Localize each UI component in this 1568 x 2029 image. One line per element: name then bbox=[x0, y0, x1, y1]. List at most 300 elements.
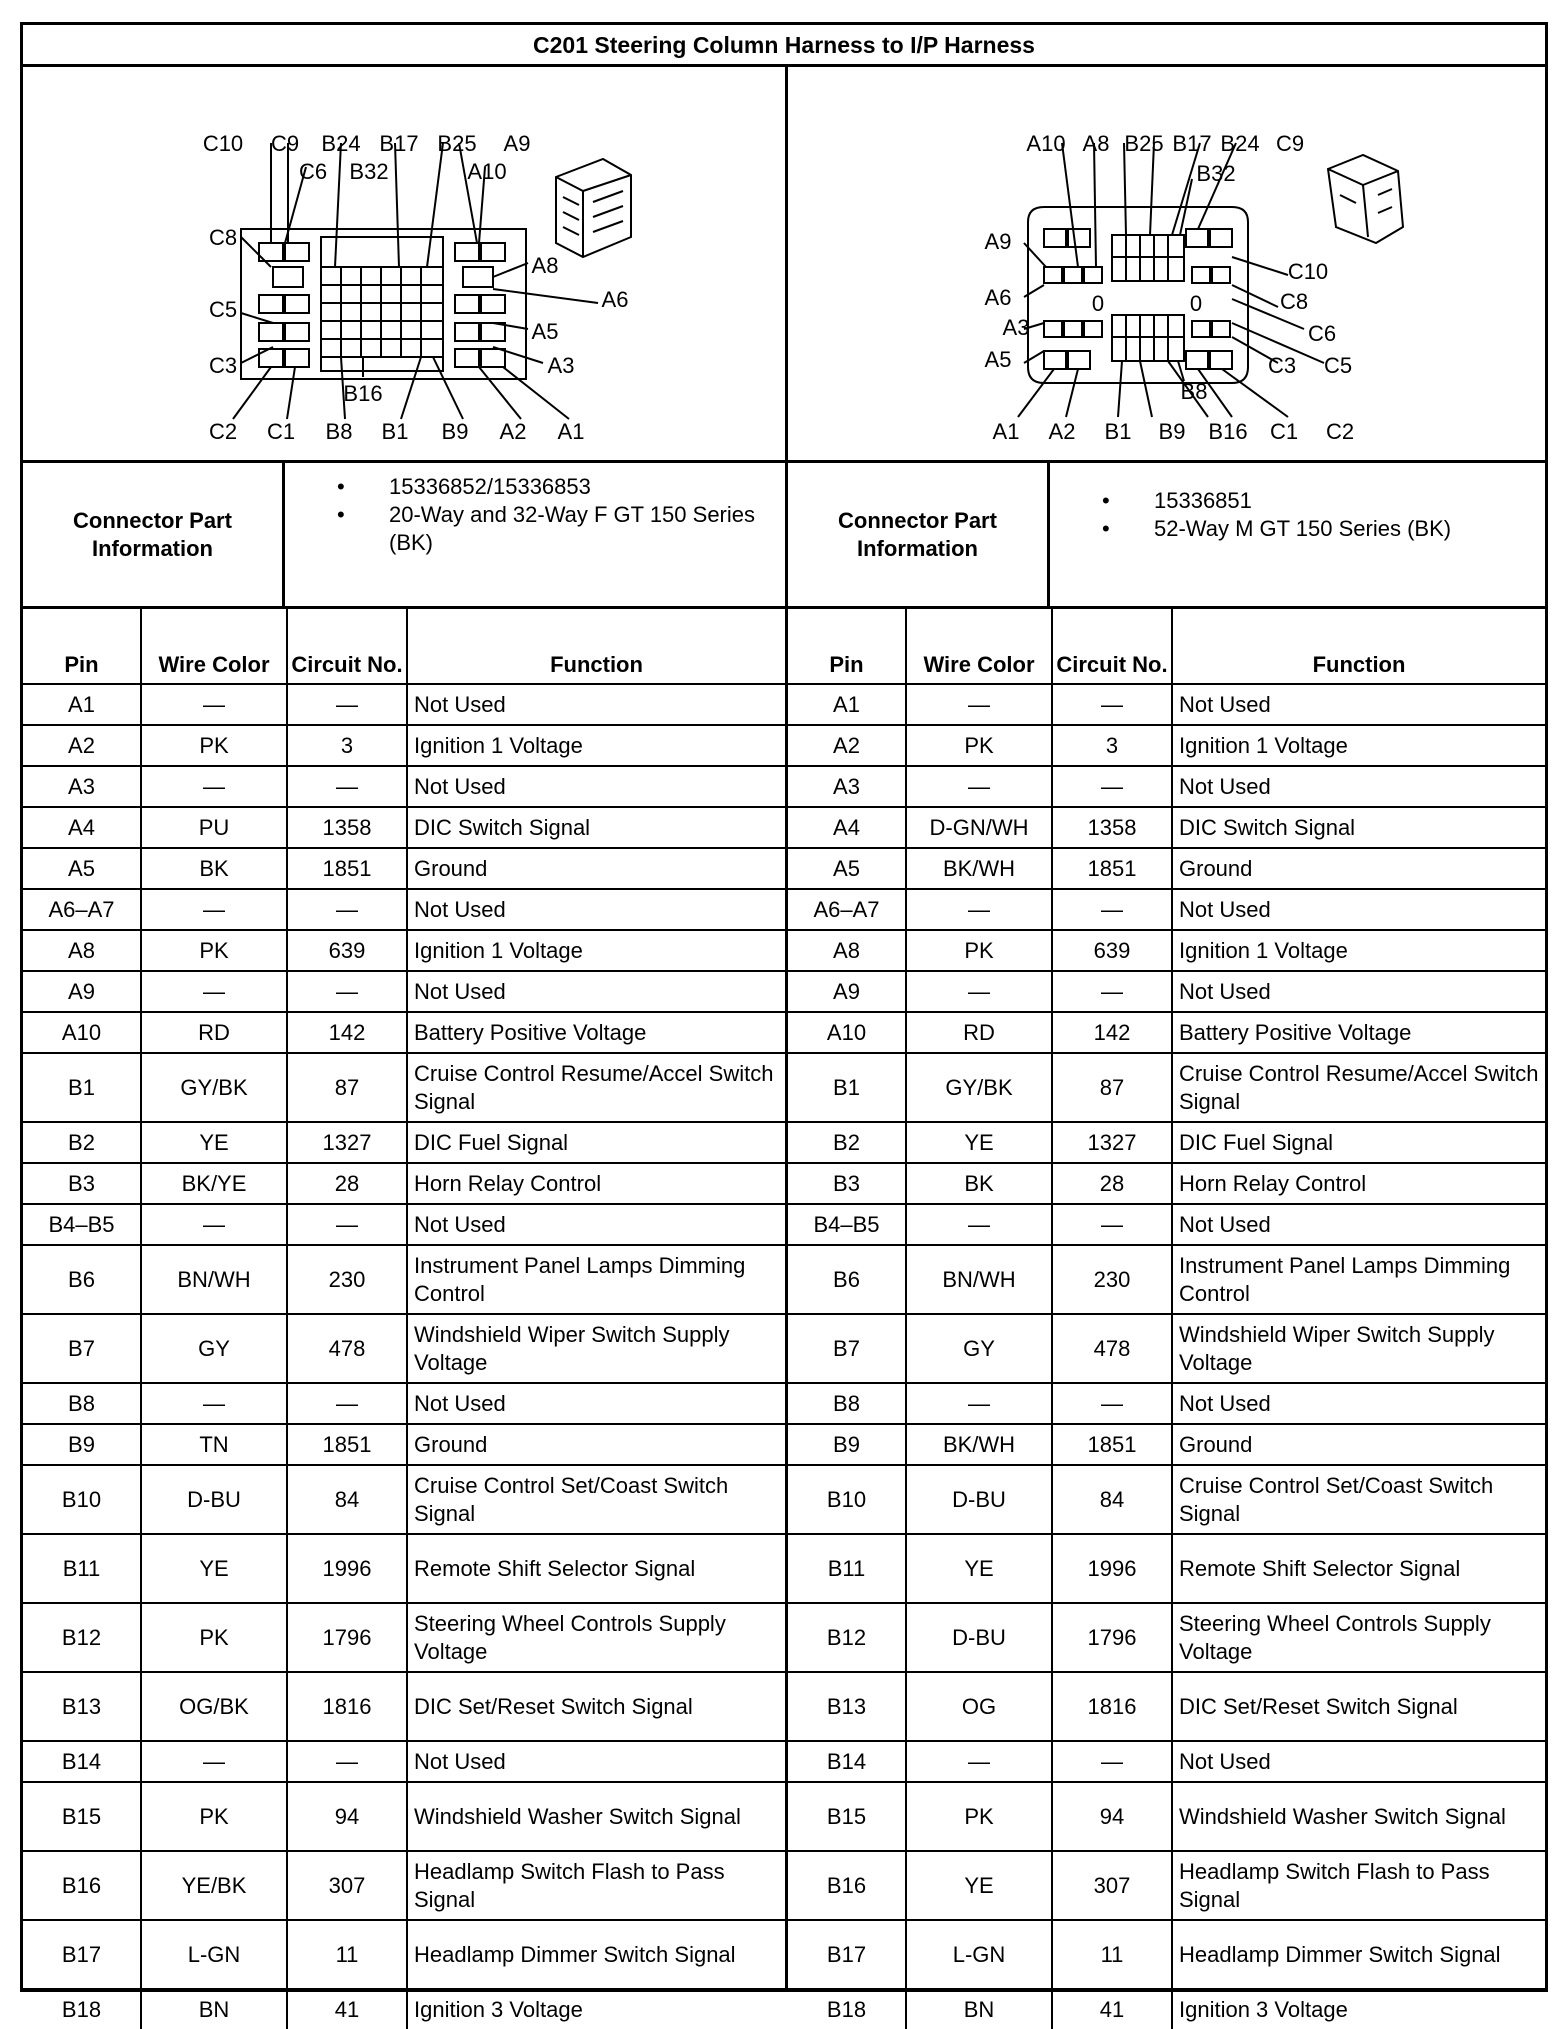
right-diagram-left-label: A9 bbox=[984, 229, 1012, 254]
function-cell: Headlamp Dimmer Switch Signal bbox=[407, 1920, 785, 1989]
circuit-cell: — bbox=[287, 1383, 407, 1424]
circuit-cell: 11 bbox=[287, 1920, 407, 1989]
left-diagram-right-label: A6 bbox=[601, 287, 629, 312]
table-row bbox=[788, 725, 1545, 766]
wire-color-cell: — bbox=[141, 1741, 287, 1782]
function-cell: Headlamp Switch Flash to Pass Signal bbox=[1172, 1851, 1545, 1920]
left-diagram-top-label: C9 bbox=[270, 131, 300, 156]
circuit-cell: 1996 bbox=[1052, 1534, 1172, 1603]
table-row bbox=[23, 1204, 785, 1245]
wire-color-cell: — bbox=[906, 1204, 1052, 1245]
table-row bbox=[788, 1989, 1545, 2029]
wire-color-cell: — bbox=[141, 971, 287, 1012]
function-cell: Ignition 1 Voltage bbox=[1172, 725, 1545, 766]
table-row bbox=[23, 1053, 785, 1122]
function-cell: Battery Positive Voltage bbox=[1172, 1012, 1545, 1053]
wire-color-cell: BK/WH bbox=[906, 1424, 1052, 1465]
wire-color-cell: PK bbox=[906, 725, 1052, 766]
table-row bbox=[23, 1465, 785, 1534]
wire-color-cell: BN bbox=[906, 1989, 1052, 2029]
circuit-cell: — bbox=[1052, 971, 1172, 1012]
table-row bbox=[23, 848, 785, 889]
left-diagram-top-label: A9 bbox=[503, 131, 531, 156]
circuit-cell: 639 bbox=[287, 930, 407, 971]
left-info-label: Connector Part Information bbox=[23, 463, 285, 606]
function-cell: Ignition 1 Voltage bbox=[407, 725, 785, 766]
pin-cell: B17 bbox=[23, 1920, 141, 1989]
right-diagram-top-label: A8 bbox=[1082, 131, 1110, 156]
wire-color-cell: BK/YE bbox=[141, 1163, 287, 1204]
pin-header: Pin bbox=[788, 609, 906, 684]
function-cell: Instrument Panel Lamps Dimming Control bbox=[407, 1245, 785, 1314]
table-row bbox=[788, 930, 1545, 971]
left-connector-info bbox=[23, 463, 785, 609]
function-cell: Windshield Washer Switch Signal bbox=[407, 1782, 785, 1851]
wire-color-cell: — bbox=[141, 766, 287, 807]
wire-color-cell: GY bbox=[906, 1314, 1052, 1383]
wire-color-cell: YE/BK bbox=[141, 1851, 287, 1920]
function-cell: DIC Fuel Signal bbox=[407, 1122, 785, 1163]
wire-color-cell: RD bbox=[906, 1012, 1052, 1053]
pin-cell: B1 bbox=[23, 1053, 141, 1122]
function-header: Function bbox=[1172, 609, 1545, 684]
table-row bbox=[788, 1163, 1545, 1204]
right-diagram-left-label: A5 bbox=[984, 347, 1012, 372]
function-cell: Not Used bbox=[407, 1741, 785, 1782]
circuit-cell: 1327 bbox=[1052, 1122, 1172, 1163]
table-row bbox=[23, 1851, 785, 1920]
circuit-cell: 84 bbox=[287, 1465, 407, 1534]
wire-color-cell: — bbox=[141, 1204, 287, 1245]
pin-cell: B6 bbox=[788, 1245, 906, 1314]
pin-cell: A4 bbox=[788, 807, 906, 848]
function-cell: Not Used bbox=[1172, 889, 1545, 930]
right-info-label: Connector Part Information bbox=[788, 463, 1050, 606]
wire-color-cell: — bbox=[906, 971, 1052, 1012]
function-cell: Ground bbox=[1172, 848, 1545, 889]
circuit-cell: — bbox=[1052, 684, 1172, 725]
table-row bbox=[23, 766, 785, 807]
pin-cell: B2 bbox=[788, 1122, 906, 1163]
function-cell: Not Used bbox=[1172, 684, 1545, 725]
table-row bbox=[788, 1920, 1545, 1989]
wire-color-cell: L-GN bbox=[906, 1920, 1052, 1989]
right-diagram-bottom-label: B9 bbox=[1158, 419, 1186, 444]
right-diagram-top-label: B24 bbox=[1220, 131, 1260, 156]
table-row bbox=[23, 930, 785, 971]
function-cell: Cruise Control Set/Coast Switch Signal bbox=[1172, 1465, 1545, 1534]
left-info-list bbox=[285, 473, 784, 557]
table-row bbox=[788, 1851, 1545, 1920]
left-diagram-top-label: B24 bbox=[321, 131, 361, 156]
pin-cell: A10 bbox=[23, 1012, 141, 1053]
circuit-cell: 1358 bbox=[1052, 807, 1172, 848]
circuit-cell: 478 bbox=[287, 1314, 407, 1383]
wire-color-cell: YE bbox=[141, 1122, 287, 1163]
right-diagram-left-label: A3 bbox=[1002, 315, 1030, 340]
table-row bbox=[23, 807, 785, 848]
circuit-cell: — bbox=[1052, 1204, 1172, 1245]
pin-cell: B13 bbox=[788, 1672, 906, 1741]
wire-color-cell: — bbox=[906, 684, 1052, 725]
pin-cell: B9 bbox=[788, 1424, 906, 1465]
circuit-cell: 3 bbox=[1052, 725, 1172, 766]
circuit-cell: 307 bbox=[287, 1851, 407, 1920]
table-row bbox=[23, 1782, 785, 1851]
circuit-cell: 1851 bbox=[287, 1424, 407, 1465]
wire-color-cell: RD bbox=[141, 1012, 287, 1053]
table-row bbox=[23, 1672, 785, 1741]
function-cell: DIC Switch Signal bbox=[1172, 807, 1545, 848]
left-diagram-bottom-label: A2 bbox=[499, 419, 527, 444]
right-diagram-right-label: C8 bbox=[1279, 289, 1309, 314]
table-row bbox=[23, 1424, 785, 1465]
wire-color-header: Wire Color bbox=[906, 609, 1052, 684]
right-diagram-right-label: C5 bbox=[1323, 353, 1353, 378]
function-cell: Ignition 1 Voltage bbox=[407, 930, 785, 971]
function-cell: Not Used bbox=[407, 684, 785, 725]
pin-cell: A2 bbox=[23, 725, 141, 766]
pin-cell: A8 bbox=[23, 930, 141, 971]
table-row bbox=[23, 1920, 785, 1989]
pin-cell: B16 bbox=[23, 1851, 141, 1920]
left-connector-drawing bbox=[23, 67, 785, 460]
circuit-cell: 1816 bbox=[1052, 1672, 1172, 1741]
left-diagram-top-label: B25 bbox=[437, 131, 477, 156]
right-connector-info bbox=[788, 463, 1545, 609]
pin-cell: A2 bbox=[788, 725, 906, 766]
table-row bbox=[788, 807, 1545, 848]
circuit-cell: 307 bbox=[1052, 1851, 1172, 1920]
wire-color-cell: PK bbox=[141, 1603, 287, 1672]
function-cell: Cruise Control Set/Coast Switch Signal bbox=[407, 1465, 785, 1534]
pin-cell: B7 bbox=[23, 1314, 141, 1383]
function-cell: Windshield Wiper Switch Supply Voltage bbox=[1172, 1314, 1545, 1383]
circuit-cell: 87 bbox=[287, 1053, 407, 1122]
function-cell: Windshield Washer Switch Signal bbox=[1172, 1782, 1545, 1851]
function-cell: Ground bbox=[407, 1424, 785, 1465]
circuit-cell: 1796 bbox=[287, 1603, 407, 1672]
right-info-item: • 15336851 bbox=[1050, 487, 1549, 515]
wire-color-cell: GY bbox=[141, 1314, 287, 1383]
table-row bbox=[23, 1314, 785, 1383]
function-cell: Ground bbox=[407, 848, 785, 889]
circuit-cell: — bbox=[1052, 1741, 1172, 1782]
wire-color-cell: PU bbox=[141, 807, 287, 848]
right-connector-drawing bbox=[788, 67, 1545, 460]
circuit-cell: 94 bbox=[1052, 1782, 1172, 1851]
circuit-header: Circuit No. bbox=[1052, 609, 1172, 684]
wire-color-cell: — bbox=[906, 1741, 1052, 1782]
function-cell: Headlamp Dimmer Switch Signal bbox=[1172, 1920, 1545, 1989]
wire-color-cell: GY/BK bbox=[906, 1053, 1052, 1122]
circuit-cell: — bbox=[287, 1204, 407, 1245]
right-pin-table bbox=[788, 609, 1545, 2029]
circuit-cell: 3 bbox=[287, 725, 407, 766]
circuit-cell: — bbox=[287, 684, 407, 725]
wire-color-cell: D-GN/WH bbox=[906, 807, 1052, 848]
wire-color-cell: OG/BK bbox=[141, 1672, 287, 1741]
left-connector-diagram bbox=[23, 67, 785, 463]
left-diagram-top-label: C10 bbox=[202, 131, 244, 156]
pin-cell: B7 bbox=[788, 1314, 906, 1383]
circuit-cell: 28 bbox=[1052, 1163, 1172, 1204]
wire-color-cell: — bbox=[141, 684, 287, 725]
pin-cell: B13 bbox=[23, 1672, 141, 1741]
wire-color-cell: PK bbox=[141, 1782, 287, 1851]
table-row bbox=[788, 1122, 1545, 1163]
table-row bbox=[788, 1383, 1545, 1424]
circuit-cell: 11 bbox=[1052, 1920, 1172, 1989]
wire-color-cell: BN/WH bbox=[141, 1245, 287, 1314]
pin-cell: B4–B5 bbox=[788, 1204, 906, 1245]
circuit-cell: — bbox=[287, 1741, 407, 1782]
pin-cell: B10 bbox=[23, 1465, 141, 1534]
function-cell: Steering Wheel Controls Supply Voltage bbox=[1172, 1603, 1545, 1672]
right-info-list bbox=[1050, 487, 1549, 543]
circuit-cell: — bbox=[287, 889, 407, 930]
function-cell: Ignition 3 Voltage bbox=[1172, 1989, 1545, 2029]
table-row bbox=[788, 1741, 1545, 1782]
circuit-cell: 639 bbox=[1052, 930, 1172, 971]
right-diagram-bottom-label: A2 bbox=[1048, 419, 1076, 444]
table-row bbox=[23, 1122, 785, 1163]
circuit-cell: — bbox=[287, 971, 407, 1012]
wire-color-cell: D-BU bbox=[906, 1603, 1052, 1672]
table-header-row bbox=[788, 609, 1545, 684]
function-cell: Not Used bbox=[1172, 1204, 1545, 1245]
wire-color-cell: BK bbox=[906, 1163, 1052, 1204]
pin-cell: B12 bbox=[23, 1603, 141, 1672]
circuit-cell: 1996 bbox=[287, 1534, 407, 1603]
wire-color-cell: GY/BK bbox=[141, 1053, 287, 1122]
pin-cell: B14 bbox=[788, 1741, 906, 1782]
table-row bbox=[788, 1245, 1545, 1314]
table-row bbox=[23, 889, 785, 930]
left-diagram-right-label: A5 bbox=[531, 319, 559, 344]
table-row bbox=[23, 1989, 785, 2029]
right-connector-diagram bbox=[788, 67, 1545, 463]
function-cell: Not Used bbox=[407, 971, 785, 1012]
table-row bbox=[23, 1012, 785, 1053]
function-cell: Remote Shift Selector Signal bbox=[407, 1534, 785, 1603]
pin-cell: A1 bbox=[23, 684, 141, 725]
function-header: Function bbox=[407, 609, 785, 684]
pin-cell: B3 bbox=[23, 1163, 141, 1204]
table-row bbox=[788, 1012, 1545, 1053]
table-row bbox=[23, 1245, 785, 1314]
function-cell: DIC Switch Signal bbox=[407, 807, 785, 848]
left-pin-rows bbox=[23, 684, 785, 2029]
right-info-item: • 52-Way M GT 150 Series (BK) bbox=[1050, 515, 1549, 543]
wire-color-cell: — bbox=[141, 1383, 287, 1424]
pin-cell: B1 bbox=[788, 1053, 906, 1122]
wire-color-cell: — bbox=[906, 766, 1052, 807]
circuit-header: Circuit No. bbox=[287, 609, 407, 684]
right-diagram-top-label: B17 bbox=[1172, 131, 1212, 156]
wire-color-cell: — bbox=[141, 889, 287, 930]
wire-color-header: Wire Color bbox=[141, 609, 287, 684]
wire-color-cell: — bbox=[906, 889, 1052, 930]
circuit-cell: 1816 bbox=[287, 1672, 407, 1741]
right-diagram-bottom-label: B16 bbox=[1208, 419, 1248, 444]
left-diagram-bottom-label: A1 bbox=[557, 419, 585, 444]
right-diagram-right-label: C6 bbox=[1307, 321, 1337, 346]
pin-cell: B11 bbox=[788, 1534, 906, 1603]
table-row bbox=[23, 1741, 785, 1782]
right-connector-isometric bbox=[1328, 155, 1403, 243]
function-cell: Battery Positive Voltage bbox=[407, 1012, 785, 1053]
right-diagram-left-label: A6 bbox=[984, 285, 1012, 310]
right-diagram-zero-mark: 0 bbox=[1189, 291, 1203, 316]
right-diagram-bottom-label: B1 bbox=[1104, 419, 1132, 444]
function-cell: Headlamp Switch Flash to Pass Signal bbox=[407, 1851, 785, 1920]
circuit-cell: 87 bbox=[1052, 1053, 1172, 1122]
table-row bbox=[788, 889, 1545, 930]
left-diagram-top-label: B17 bbox=[379, 131, 419, 156]
right-diagram-zero-mark: 0 bbox=[1091, 291, 1105, 316]
circuit-cell: 84 bbox=[1052, 1465, 1172, 1534]
pin-cell: B8 bbox=[23, 1383, 141, 1424]
function-cell: Not Used bbox=[1172, 766, 1545, 807]
function-cell: Steering Wheel Controls Supply Voltage bbox=[407, 1603, 785, 1672]
left-diagram-top-label: C6 bbox=[298, 159, 328, 184]
table-row bbox=[788, 848, 1545, 889]
table-row bbox=[788, 1782, 1545, 1851]
right-diagram-bottom-label: C2 bbox=[1325, 419, 1355, 444]
pin-cell: A9 bbox=[23, 971, 141, 1012]
left-diagram-left-label: C8 bbox=[208, 225, 238, 250]
left-diagram-bottom-label: C2 bbox=[208, 419, 238, 444]
pin-cell: A9 bbox=[788, 971, 906, 1012]
function-cell: Not Used bbox=[407, 1383, 785, 1424]
left-diagram-left-label: C3 bbox=[208, 353, 238, 378]
right-diagram-bottom-label: B8 bbox=[1180, 379, 1208, 404]
circuit-cell: — bbox=[1052, 889, 1172, 930]
wire-color-cell: YE bbox=[141, 1534, 287, 1603]
function-cell: Cruise Control Resume/Accel Switch Signal bbox=[407, 1053, 785, 1122]
right-diagram-top-label: B32 bbox=[1196, 161, 1236, 186]
table-row bbox=[788, 1465, 1545, 1534]
function-cell: Not Used bbox=[1172, 971, 1545, 1012]
function-cell: Instrument Panel Lamps Dimming Control bbox=[1172, 1245, 1545, 1314]
wire-color-cell: PK bbox=[906, 1782, 1052, 1851]
pin-cell: B10 bbox=[788, 1465, 906, 1534]
function-cell: Ignition 1 Voltage bbox=[1172, 930, 1545, 971]
wire-color-cell: L-GN bbox=[141, 1920, 287, 1989]
pin-cell: B8 bbox=[788, 1383, 906, 1424]
left-diagram-top-label: B32 bbox=[349, 159, 389, 184]
column-divider bbox=[785, 67, 788, 1989]
function-cell: Not Used bbox=[407, 766, 785, 807]
circuit-cell: 94 bbox=[287, 1782, 407, 1851]
pin-cell: A5 bbox=[23, 848, 141, 889]
pin-cell: A3 bbox=[23, 766, 141, 807]
circuit-cell: 142 bbox=[1052, 1012, 1172, 1053]
table-row bbox=[788, 684, 1545, 725]
left-diagram-bottom-label: B16 bbox=[343, 381, 383, 406]
wire-color-cell: OG bbox=[906, 1672, 1052, 1741]
pin-cell: A10 bbox=[788, 1012, 906, 1053]
pin-cell: A3 bbox=[788, 766, 906, 807]
pin-cell: B15 bbox=[788, 1782, 906, 1851]
pin-cell: B18 bbox=[788, 1989, 906, 2029]
function-cell: Horn Relay Control bbox=[1172, 1163, 1545, 1204]
function-cell: Not Used bbox=[1172, 1383, 1545, 1424]
pin-cell: B16 bbox=[788, 1851, 906, 1920]
pin-cell: A8 bbox=[788, 930, 906, 971]
right-diagram-top-label: A10 bbox=[1026, 131, 1066, 156]
right-diagram-top-label: C9 bbox=[1275, 131, 1305, 156]
left-diagram-top-label: A10 bbox=[467, 159, 507, 184]
left-diagram-right-label: A3 bbox=[547, 353, 575, 378]
table-row bbox=[23, 725, 785, 766]
pin-cell: B6 bbox=[23, 1245, 141, 1314]
table-row bbox=[788, 1424, 1545, 1465]
left-info-item: • 20-Way and 32-Way F GT 150 Series (BK) bbox=[285, 501, 784, 557]
table-row bbox=[788, 1603, 1545, 1672]
left-info-item: • 15336852/15336853 bbox=[285, 473, 784, 501]
table-row bbox=[23, 1603, 785, 1672]
pin-cell: B9 bbox=[23, 1424, 141, 1465]
table-row bbox=[788, 1204, 1545, 1245]
wire-color-cell: — bbox=[906, 1383, 1052, 1424]
left-diagram-bottom-label: B1 bbox=[381, 419, 409, 444]
function-cell: DIC Set/Reset Switch Signal bbox=[407, 1672, 785, 1741]
circuit-cell: — bbox=[287, 766, 407, 807]
right-diagram-right-label: C3 bbox=[1267, 353, 1297, 378]
circuit-cell: 1851 bbox=[287, 848, 407, 889]
right-diagram-right-label: C10 bbox=[1287, 259, 1329, 284]
pin-cell: B12 bbox=[788, 1603, 906, 1672]
right-housing-outline bbox=[1028, 207, 1248, 383]
left-diagram-bottom-label: B9 bbox=[441, 419, 469, 444]
circuit-cell: 230 bbox=[1052, 1245, 1172, 1314]
right-diagram-bottom-label: A1 bbox=[992, 419, 1020, 444]
right-diagram-top-label: B25 bbox=[1124, 131, 1164, 156]
pin-cell: B15 bbox=[23, 1782, 141, 1851]
function-cell: Cruise Control Resume/Accel Switch Signal bbox=[1172, 1053, 1545, 1122]
function-cell: Ground bbox=[1172, 1424, 1545, 1465]
wire-color-cell: BK bbox=[141, 848, 287, 889]
table-row bbox=[788, 1672, 1545, 1741]
circuit-cell: 230 bbox=[287, 1245, 407, 1314]
function-cell: Windshield Wiper Switch Supply Voltage bbox=[407, 1314, 785, 1383]
table-row bbox=[23, 1534, 785, 1603]
wire-color-cell: YE bbox=[906, 1534, 1052, 1603]
table-row bbox=[23, 1163, 785, 1204]
table-row bbox=[23, 684, 785, 725]
left-diagram-bottom-label: C1 bbox=[266, 419, 296, 444]
wire-color-cell: BK/WH bbox=[906, 848, 1052, 889]
table-row bbox=[788, 971, 1545, 1012]
circuit-cell: 478 bbox=[1052, 1314, 1172, 1383]
pin-cell: A5 bbox=[788, 848, 906, 889]
wire-color-cell: YE bbox=[906, 1122, 1052, 1163]
function-cell: DIC Fuel Signal bbox=[1172, 1122, 1545, 1163]
table-row bbox=[788, 1534, 1545, 1603]
left-diagram-right-label: A8 bbox=[531, 253, 559, 278]
pin-cell: B18 bbox=[23, 1989, 141, 2029]
circuit-cell: 1327 bbox=[287, 1122, 407, 1163]
circuit-cell: 1851 bbox=[1052, 848, 1172, 889]
wire-color-cell: TN bbox=[141, 1424, 287, 1465]
circuit-cell: — bbox=[1052, 1383, 1172, 1424]
left-diagram-left-label: C5 bbox=[208, 297, 238, 322]
function-cell: Horn Relay Control bbox=[407, 1163, 785, 1204]
wire-color-cell: PK bbox=[141, 930, 287, 971]
function-cell: Not Used bbox=[407, 1204, 785, 1245]
